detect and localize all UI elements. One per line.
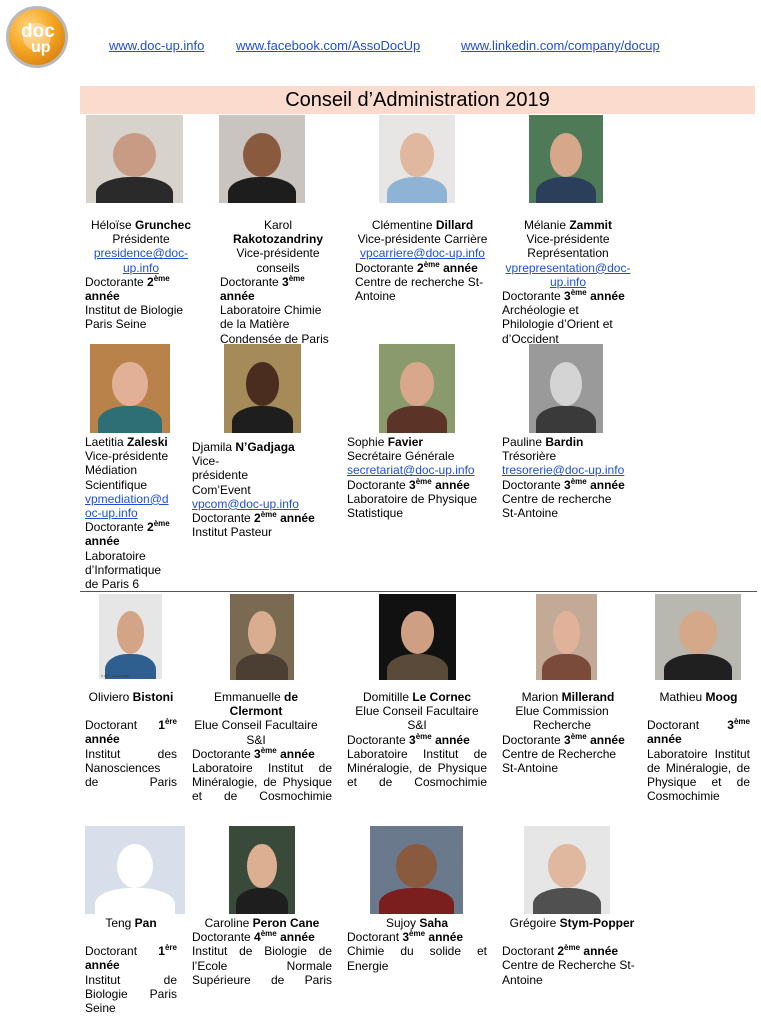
member-year-suffix: ème <box>153 273 170 283</box>
member-lab: Laboratoire Institut de Minéralogie, de Physique et de Cosmochimie <box>347 746 487 790</box>
member-lab: Chimie du solide et Energie <box>347 944 487 973</box>
member-year: 2 <box>557 944 565 959</box>
member-role: Elue Commission Recherche <box>515 704 609 733</box>
member-year: 1 <box>158 944 165 959</box>
member-annee: année <box>586 732 625 747</box>
member-year: 3 <box>254 746 261 761</box>
member-first-name: Héloïse <box>90 218 135 232</box>
member-role: Secrétaire Générale <box>347 449 455 464</box>
member-card-pan <box>85 916 177 1015</box>
member-level: Doctorant <box>502 944 558 959</box>
member-level: Doctorante <box>192 930 255 945</box>
linkedin-link[interactable]: www.linkedin.com/company/docup <box>461 38 660 53</box>
member-last-name: Saha <box>419 916 449 930</box>
member-year-suffix: ème <box>260 929 277 939</box>
member-year-suffix: ème <box>260 510 277 520</box>
docup-logo <box>6 6 68 68</box>
member-lab: Institut des Nanosciences de Paris <box>85 746 177 790</box>
photo-grunchec <box>86 115 183 203</box>
logo-text-doc: doc <box>21 21 55 42</box>
member-level: Doctorante <box>192 511 255 526</box>
member-lab: Archéologie et Philologie d’Orient et d’Occident <box>502 303 613 346</box>
member-last-name: Bardin <box>545 435 584 449</box>
member-lab: Institut de Biologie Paris Seine <box>85 972 177 1016</box>
member-last-name: de Clermont <box>229 690 299 719</box>
member-annee: année <box>220 289 255 304</box>
member-last-name: Dillard <box>435 218 474 232</box>
member-role: Présidente <box>112 232 170 247</box>
member-year: 4 <box>254 930 261 945</box>
member-email-link[interactable]: vprepresentation@doc-up.info <box>505 260 631 289</box>
member-annee: année <box>647 732 682 747</box>
member-lab: Centre de Recherche St-Antoine <box>502 746 617 776</box>
member-annee: année <box>431 732 470 747</box>
member-annee: année <box>276 746 315 761</box>
member-year: 3 <box>282 274 289 289</box>
member-year-suffix: ème <box>415 476 432 486</box>
member-card-millerand <box>502 690 634 775</box>
member-level: Doctorant <box>85 944 138 959</box>
member-card-ngadjaga <box>192 440 332 539</box>
member-card-de-clermont <box>192 690 332 804</box>
member-role: Elue Conseil Facultaire S&I <box>355 704 479 733</box>
member-lab: Institut de Biologie Paris Seine <box>85 303 184 332</box>
member-year-suffix: ère <box>164 943 177 953</box>
member-level: Doctorante <box>502 732 565 747</box>
member-annee: année <box>85 958 120 973</box>
member-last-name: Zaleski <box>127 435 168 449</box>
member-year: 3 <box>727 718 734 733</box>
member-lab: Institut de Biologie de l’Ecole Normale Supérieure de Paris <box>192 944 332 987</box>
member-lab: Laboratoire Institut de Minéralogie, de Physique et de Cosmochimie <box>647 746 750 804</box>
photo-de-clermont <box>230 594 294 680</box>
member-last-name: Rakotozandriny <box>232 232 323 247</box>
member-first-name: Emmanuelle <box>213 690 284 704</box>
member-first-name: Laetitia <box>85 435 128 449</box>
member-annee: année <box>586 477 625 492</box>
member-year: 2 <box>147 274 154 289</box>
member-year-suffix: ème <box>423 259 440 269</box>
member-year: 2 <box>254 511 261 526</box>
member-annee: année <box>431 477 470 492</box>
member-first-name: Sujoy <box>385 916 420 930</box>
member-role: Vice-présidente Carrière <box>357 232 488 247</box>
member-first-name: Teng <box>105 916 135 930</box>
member-role: Vice-présidente conseils <box>236 246 320 275</box>
member-card-grunchec <box>85 218 197 332</box>
member-card-bistoni <box>85 690 177 789</box>
photo-rakotozandriny <box>219 115 305 203</box>
member-first-name: Domitille <box>362 690 413 704</box>
member-level: Doctorante <box>220 274 283 289</box>
member-first-name: Karol <box>263 218 292 232</box>
member-email-link[interactable]: tresorerie@doc-up.info <box>502 463 625 478</box>
facebook-link[interactable]: www.facebook.com/AssoDocUp <box>236 38 421 53</box>
member-year-suffix: ère <box>164 717 177 727</box>
photo-zaleski <box>90 344 170 433</box>
member-year-suffix: ème <box>415 731 432 741</box>
member-card-bardin <box>502 435 634 520</box>
member-card-moog <box>647 690 750 803</box>
section-divider <box>80 591 757 592</box>
member-lab: Laboratoire Chimie de la Matière Condensée de Paris <box>220 303 329 346</box>
member-last-name: N’Gadjaga <box>235 440 295 454</box>
member-level: Doctorant <box>347 930 403 945</box>
member-year: 3 <box>564 732 571 747</box>
member-annee: année <box>85 534 120 549</box>
photo-bistoni <box>99 594 162 679</box>
member-level: Doctorante <box>355 260 418 275</box>
member-year: 3 <box>564 289 571 304</box>
member-first-name: Grégoire <box>509 916 560 930</box>
member-year-suffix: ème <box>153 519 170 529</box>
member-last-name: Millerand <box>561 690 615 704</box>
member-last-name: Grunchec <box>135 218 192 232</box>
member-year-suffix: ème <box>288 273 305 283</box>
member-annee: année <box>439 260 478 275</box>
member-year: 3 <box>402 930 410 945</box>
member-year: 3 <box>409 732 416 747</box>
member-lab: Laboratoire Institut de Minéralogie, de Physique et de Cosmochimie <box>192 761 332 804</box>
member-lab: Laboratoire d’Informatique de Paris 6 <box>85 548 162 592</box>
member-level: Doctorant <box>85 718 138 733</box>
member-last-name: Bistoni <box>132 690 174 704</box>
photo-ngadjaga <box>224 344 301 433</box>
photo-credit: © IMP - Cécile Duffet <box>101 674 130 678</box>
member-level: Doctorante <box>347 732 410 747</box>
member-first-name: Clémentine <box>371 218 436 232</box>
member-year-suffix: ème <box>260 745 277 755</box>
member-card-stym-popper <box>502 916 642 987</box>
member-annee: année <box>85 289 120 304</box>
member-year: 2 <box>147 520 154 535</box>
photo-favier <box>379 344 455 433</box>
member-card-dillard <box>355 218 490 303</box>
member-card-favier <box>347 435 487 520</box>
member-last-name: Pan <box>134 916 157 930</box>
member-first-name: Sophie <box>347 435 388 449</box>
photo-moog <box>655 594 741 680</box>
member-year-suffix: ème <box>570 288 587 298</box>
member-lab: Centre de Recherche St-Antoine <box>502 958 635 987</box>
member-year: 1 <box>158 718 165 733</box>
member-level: Doctorante <box>85 274 148 289</box>
member-level: Doctorante <box>502 289 565 304</box>
member-annee: année <box>85 732 120 747</box>
member-level: Doctorant <box>647 718 700 733</box>
member-level: Doctorante <box>502 477 565 492</box>
member-email-link[interactable]: presidence@doc-up.info <box>93 246 189 275</box>
member-last-name: Moog <box>705 690 738 704</box>
member-year-suffix: ème <box>733 717 750 727</box>
photo-saha <box>370 826 463 914</box>
member-first-name: Djamila <box>192 440 236 454</box>
member-role: Vice-présidente Représentation <box>526 232 610 261</box>
member-annee: année <box>586 289 625 304</box>
member-email-link[interactable]: vpmediation@doc-up.info <box>85 491 169 521</box>
member-year-suffix: ème <box>564 943 581 953</box>
member-role: Vice-présidente Médiation Scientifique <box>85 449 169 492</box>
member-card-saha <box>347 916 487 973</box>
member-year: 2 <box>417 260 424 275</box>
member-card-peron-cane <box>192 916 332 987</box>
member-first-name: Marion <box>521 690 562 704</box>
member-lab: Laboratoire de Physique Statistique <box>347 491 478 521</box>
member-card-rakotozandriny <box>220 218 336 346</box>
member-last-name: Zammit <box>569 218 613 232</box>
member-year-suffix: ème <box>570 731 587 741</box>
logo-text-up: up <box>31 39 51 56</box>
photo-bardin <box>529 344 603 433</box>
member-first-name: Mathieu <box>659 690 706 704</box>
member-role: Vice-présidente Com’Event <box>192 454 251 497</box>
member-lab: Centre de recherche St-Antoine <box>502 491 612 521</box>
photo-millerand <box>536 594 597 680</box>
photo-pan-placeholder <box>85 826 185 914</box>
member-last-name: Le Cornec <box>412 690 472 704</box>
member-lab: Institut Pasteur <box>192 525 273 540</box>
member-email-link[interactable]: vpcarriere@doc-up.info <box>360 246 485 261</box>
member-year-suffix: ème <box>409 929 426 939</box>
member-last-name: Stym-Popper <box>559 916 635 930</box>
member-email-link[interactable]: secretariat@doc-up.info <box>347 463 475 478</box>
member-annee: année <box>276 930 315 945</box>
member-email-link[interactable]: vpcom@doc-up.info <box>192 496 299 511</box>
photo-dillard <box>379 115 455 203</box>
member-first-name: Pauline <box>502 435 546 449</box>
member-first-name: Mélanie <box>523 218 570 232</box>
member-year: 3 <box>564 477 571 492</box>
member-card-le-cornec <box>347 690 487 789</box>
member-first-name: Caroline <box>204 916 253 930</box>
member-last-name: Peron Cane <box>252 916 320 930</box>
member-year: 3 <box>409 477 416 492</box>
member-annee: année <box>276 511 315 526</box>
member-role: Trésorière <box>502 449 557 464</box>
member-lab: Centre de recherche St-Antoine <box>355 274 484 304</box>
photo-zammit <box>529 115 603 203</box>
page-title: Conseil d’Administration 2019 <box>80 86 755 114</box>
member-level: Doctorante <box>192 746 255 761</box>
member-annee: année <box>580 944 619 959</box>
member-last-name: Favier <box>387 435 424 449</box>
member-card-zaleski <box>85 435 175 591</box>
photo-peron-cane <box>229 826 295 914</box>
member-year-suffix: ème <box>570 476 587 486</box>
member-role: Elue Conseil Facultaire S&I <box>194 718 318 747</box>
member-first-name: Oliviero <box>88 690 133 704</box>
photo-stym-popper <box>524 826 610 914</box>
member-level: Doctorante <box>85 520 148 535</box>
website-link[interactable]: www.doc-up.info <box>109 38 205 53</box>
member-annee: année <box>425 930 464 945</box>
photo-le-cornec <box>379 594 456 680</box>
member-level: Doctorante <box>347 477 410 492</box>
member-card-zammit <box>502 218 634 346</box>
